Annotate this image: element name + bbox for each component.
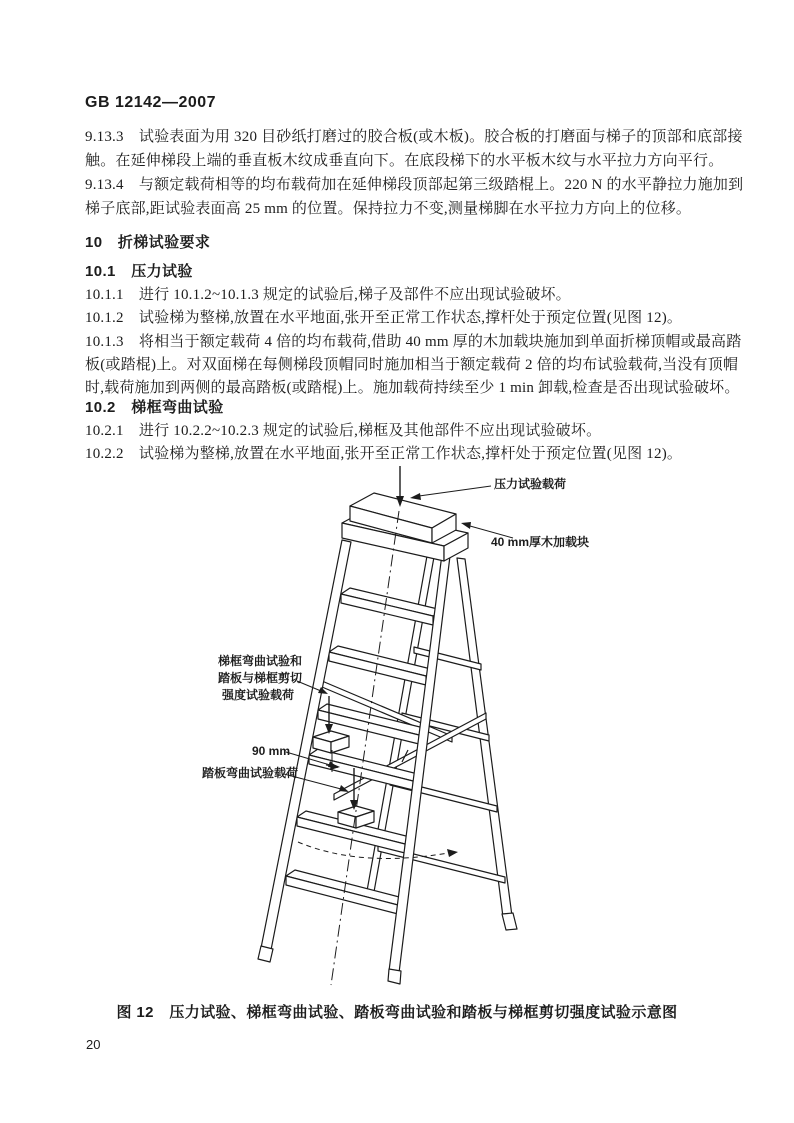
clause-10-2-1: 10.2.1 进行 10.2.2~10.2.3 规定的试验后,梯框及其他部件不应出现试验破坏。 [85,423,602,439]
clause-10-2-2: 10.2.2 试验梯为整梯,放置在水平地面,张开至正常工作状态,撑杆处于预定位置(见图 12)。 [85,446,683,462]
section-10-2-heading: 10.2 梯框弯曲试验 [85,399,224,416]
label-compression-load: 压力试验载荷 [494,477,567,491]
front-right-foot [388,969,401,984]
page-number: 20 [86,1037,101,1052]
clause-10-1-3-line-2: 板(或踏棍)上。对双面梯在每侧梯段顶帽同时施加相当于额定载荷 2 倍的均布试验载荷,当没有顶帽 [85,357,739,373]
clause-10-1-3-line-3: 时,载荷施加到两侧的最高踏板(或踏棍)上。施加载荷持续至少 1 min 卸载,检查是否出现试验破坏。 [85,380,740,396]
section-10-1-heading: 10.1 压力试验 [85,263,193,280]
front-left-foot [258,946,273,962]
clause-9-13-4-line-2: 梯子底部,距试验表面高 25 mm 的位置。保持拉力不变,测量梯脚在水平拉力方向上的位移。 [85,201,692,217]
clause-10-1-3-line-1: 10.1.3 将相当于额定载荷 4 倍的均布载荷,借助 40 mm 厚的木加载块施加到单面折梯顶帽或最高踏 [85,334,742,350]
label-frame-bend-line-1: 梯框弯曲试验和 [218,654,303,668]
rear-right-foot [502,913,517,930]
frame-bend-load-block [313,731,349,753]
label-frame-bend-line-2: 踏板与梯框剪切 [218,671,303,685]
clause-9-13-3-line-2: 触。在延伸梯段上端的垂直板木纹成垂直向下。在底段梯下的水平板木纹与水平拉力方向平行。 [85,153,724,169]
label-step-bend-load: 踏板弯曲试验载荷 [202,766,299,780]
step-bend-load-block [338,806,374,828]
label-frame-bend-line-3: 强度试验载荷 [222,688,295,702]
clause-10-1-2: 10.1.2 试验梯为整梯,放置在水平地面,张开至正常工作状态,撑杆处于预定位置(见图 12)。 [85,310,683,326]
ladder-top-cap [342,493,468,561]
label-wood-block: 40 mm厚木加载块 [491,535,590,549]
clause-9-13-3-line-1: 9.13.3 试验表面为用 320 目砂纸打磨过的胶合板(或木板)。胶合板的打磨面与梯子的顶部和底部接 [85,129,743,145]
clause-10-1-1: 10.1.1 进行 10.1.2~10.1.3 规定的试验后,梯子及部件不应出现试验破坏。 [85,287,571,303]
label-90mm-dimension: 90 mm [252,744,291,758]
standard-code-header: GB 12142—2007 [85,94,217,111]
section-10-heading: 10 折梯试验要求 [85,234,211,251]
figure-12-caption: 图 12 压力试验、梯框弯曲试验、踏板弯曲试验和踏板与梯框剪切强度试验示意图 [116,1004,678,1021]
leader-compression [419,486,491,496]
clause-9-13-4-line-1: 9.13.4 与额定载荷相等的均布载荷加在延伸梯段顶部起第三级踏棍上。220 N 的水平静拉力施加到 [85,177,744,193]
